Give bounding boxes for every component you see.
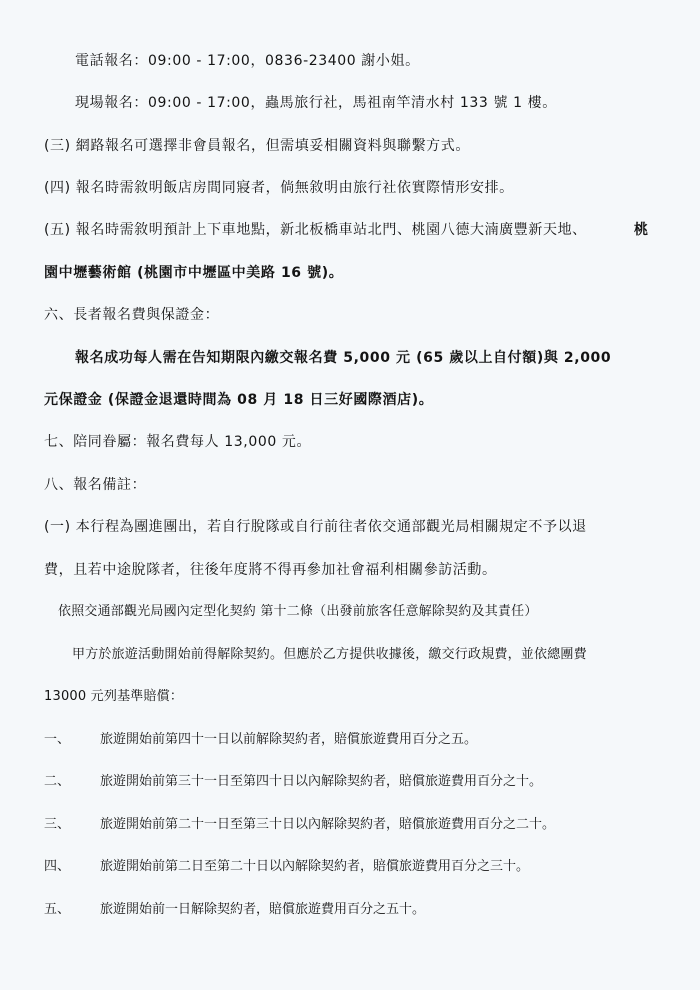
list-item-number: 三、 [44,817,71,832]
list-item-number: 一、 [44,732,71,747]
list-item-text: 旅遊開始前第二十一日至第三十日以內解除契約者，賠償旅遊費用百分之二十。 [100,817,556,832]
item-4-roommate-note: (四) 報名時需敘明飯店房間同寢者，倘無敘明由旅行社依實際情形安排。 [44,180,514,196]
contract-clause-title: 依照交通部觀光局國內定型化契約 第十二條（出發前旅客任意解除契約及其責任） [58,604,538,619]
list-item-text: 旅遊開始前第二日至第二十日以內解除契約者，賠償旅遊費用百分之三十。 [100,859,530,874]
section-6-heading: 六、長者報名費與保證金： [44,307,220,323]
contract-clause-body-2: 13000 元列基準賠償： [44,689,184,704]
list-item-number: 五、 [44,902,71,917]
onsite-registration: 現場報名：09:00 - 17:00，蟲馬旅行社，馬祖南竿清水村 133 號 1 樓。 [75,95,557,111]
item-1-group-rule-line-2: 費，且若中途脫隊者，往後年度將不得再參加社會福利相關參訪活動。 [44,562,497,578]
list-item-text: 旅遊開始前第三十一日至第四十日以內解除契約者，賠償旅遊費用百分之十。 [100,774,543,789]
section-6-fee-line-2: 元保證金 (保證金退還時間為 08 月 18 日三好國際酒店)。 [44,392,434,408]
item-5-bold-location-start: 桃 [634,222,649,238]
section-6-fee-line-1: 報名成功每人需在告知期限內繳交報名費 5,000 元 (65 歲以上自付額)與 2,000 [75,350,612,366]
list-item-text: 旅遊開始前第四十一日以前解除契約者，賠償旅遊費用百分之五。 [100,732,478,747]
item-3-online-registration: (三) 網路報名可選擇非會員報名，但需填妥相關資料與聯繫方式。 [44,138,470,154]
phone-registration: 電話報名：09:00 - 17:00，0836-23400 謝小姐。 [75,53,420,69]
contract-clause-body-1: 甲方於旅遊活動開始前得解除契約。但應於乙方提供收據後，繳交行政規費，並依總團費 [72,647,587,662]
section-7-family-fee: 七、陪同眷屬：報名費每人 13,000 元。 [44,434,312,450]
list-item-text: 旅遊開始前一日解除契約者，賠償旅遊費用百分之五十。 [100,902,426,917]
list-item-number: 四、 [44,859,71,874]
item-1-group-rule-line-1: (一) 本行程為團進團出，若自行脫隊或自行前往者依交通部觀光局相關規定不予以退 [44,519,587,535]
list-item-number: 二、 [44,774,71,789]
item-5-bold-location: 園中壢藝術館 (桃園市中壢區中美路 16 號)。 [44,265,344,281]
section-8-heading: 八、報名備註： [44,477,147,493]
item-5-pickup-locations: (五) 報名時需敘明預計上下車地點，新北板橋車站北門、桃園八德大湳廣豐新天地、 [44,222,587,238]
